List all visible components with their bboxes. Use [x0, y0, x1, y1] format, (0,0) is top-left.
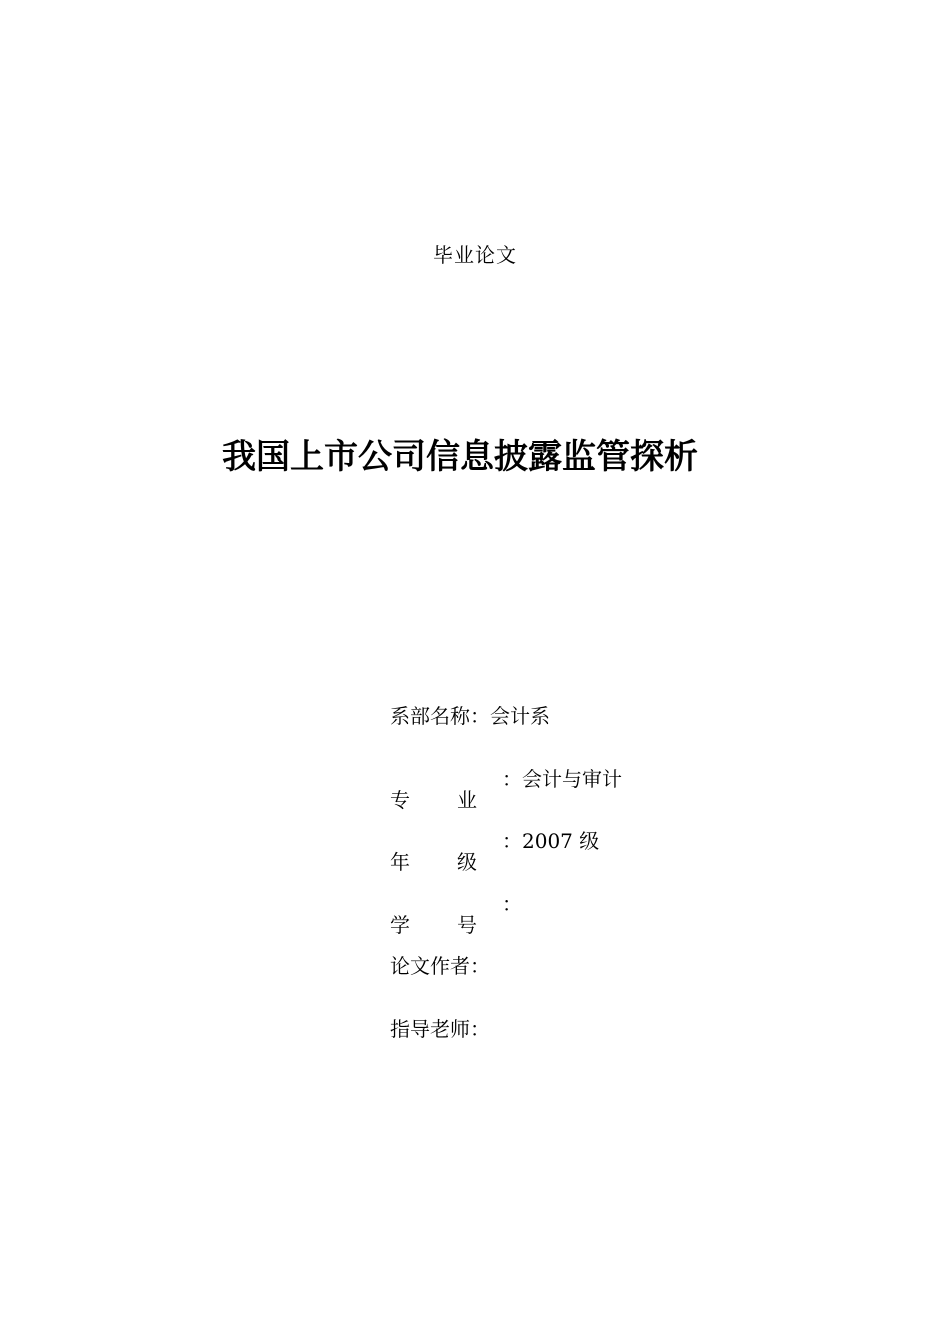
student-id-colon: ： — [502, 891, 522, 916]
department-colon: ： — [470, 704, 490, 728]
grade-label-char-1: 年 — [390, 850, 410, 874]
major-label-char-1: 专 — [390, 787, 410, 812]
info-row-major — [390, 765, 790, 828]
author-colon: ： — [470, 954, 490, 978]
student-id-label-char-1: 学 — [390, 912, 410, 937]
info-row-advisor — [390, 1015, 790, 1078]
thesis-info-block — [390, 702, 790, 1077]
advisor-label: 指导老师 — [390, 1016, 470, 1041]
advisor-colon: ： — [470, 1016, 490, 1041]
grade-value: 2007 级 — [522, 829, 600, 853]
info-row-author — [390, 952, 790, 1015]
author-label: 论文作者 — [390, 954, 470, 978]
grade-label-char-2: 级 — [457, 850, 477, 874]
major-value: 会计与审计 — [522, 766, 622, 791]
info-row-grade — [390, 827, 790, 890]
thesis-title: 我国上市公司信息披露监管探析 — [222, 437, 698, 477]
department-label: 系部名称 — [390, 704, 470, 728]
grade-colon: ： — [502, 829, 522, 853]
info-row-department — [390, 702, 790, 765]
major-label-char-2: 业 — [457, 787, 477, 812]
department-value: 会计系 — [490, 704, 550, 728]
major-colon: ： — [502, 766, 522, 791]
info-row-student-id — [390, 890, 790, 953]
document-type-label: 毕业论文 — [433, 243, 517, 267]
student-id-label-char-2: 号 — [457, 912, 477, 937]
